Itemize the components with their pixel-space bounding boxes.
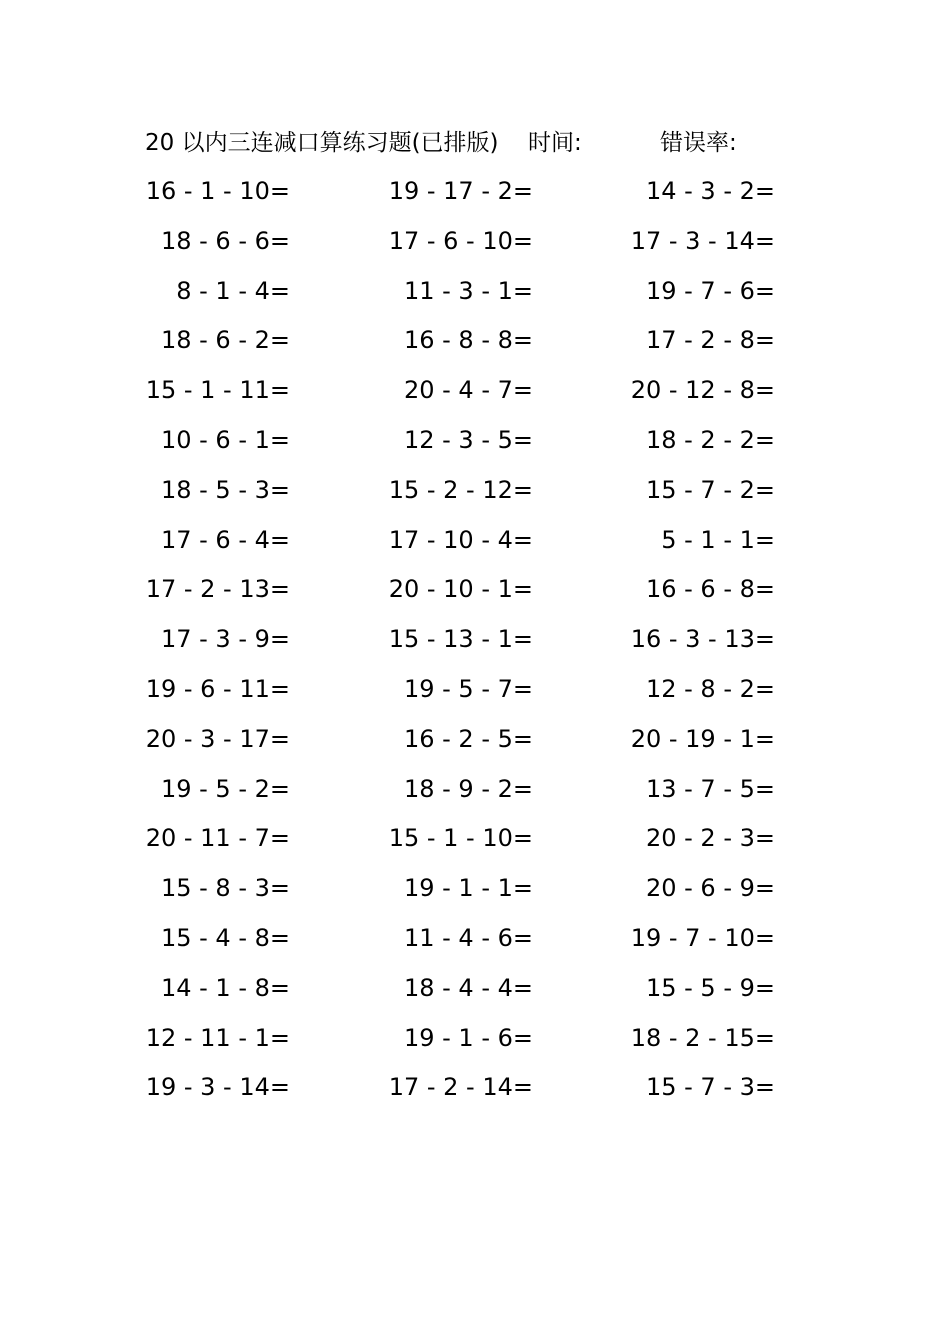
math-problem: 19 - 1 - 6=	[403, 1023, 533, 1052]
math-problem: 17 - 3 - 14=	[630, 226, 775, 255]
math-problem: 17 - 3 - 9=	[160, 625, 290, 654]
problem-row	[0, 769, 950, 819]
math-problem: 19 - 3 - 14=	[145, 1073, 290, 1102]
worksheet-title: 20 以内三连减口算练习题(已排版)	[145, 130, 499, 156]
problem-row	[0, 569, 950, 619]
math-problem: 15 - 1 - 11=	[145, 376, 290, 405]
math-problem: 12 - 3 - 5=	[403, 425, 533, 454]
problem-row	[0, 470, 950, 520]
math-problem: 14 - 3 - 2=	[645, 177, 775, 205]
math-problem: 18 - 6 - 2=	[160, 326, 290, 355]
math-problem: 17 - 2 - 13=	[145, 575, 290, 604]
math-problem: 17 - 2 - 8=	[645, 326, 775, 355]
worksheet-header	[0, 125, 950, 161]
math-problem: 18 - 2 - 15=	[630, 1023, 775, 1052]
math-problem: 18 - 9 - 2=	[403, 774, 533, 803]
math-problem: 19 - 5 - 2=	[160, 774, 290, 803]
math-problem: 18 - 2 - 2=	[645, 425, 775, 454]
math-problem: 16 - 8 - 8=	[403, 326, 533, 355]
math-problem: 15 - 13 - 1=	[388, 625, 533, 654]
math-problem: 18 - 5 - 3=	[160, 475, 290, 504]
math-problem: 15 - 5 - 9=	[645, 973, 775, 1002]
math-problem: 12 - 11 - 1=	[145, 1023, 290, 1052]
problem-row	[0, 520, 950, 570]
math-problem: 15 - 7 - 3=	[645, 1073, 775, 1102]
math-problem: 20 - 11 - 7=	[145, 824, 290, 853]
time-label: 时间:	[528, 130, 582, 156]
math-problem: 19 - 6 - 11=	[145, 674, 290, 703]
math-problem: 20 - 19 - 1=	[630, 724, 775, 753]
math-problem: 17 - 6 - 4=	[160, 525, 290, 554]
math-problem: 15 - 1 - 10=	[388, 824, 533, 853]
math-problem: 19 - 7 - 6=	[645, 276, 775, 305]
math-problem: 18 - 4 - 4=	[403, 973, 533, 1002]
math-problem: 17 - 10 - 4=	[388, 525, 533, 554]
problem-row	[0, 171, 950, 221]
math-problem: 12 - 8 - 2=	[645, 674, 775, 703]
problem-row	[0, 818, 950, 868]
math-problem: 18 - 6 - 6=	[160, 226, 290, 255]
math-problem: 8 - 1 - 4=	[176, 276, 290, 305]
math-problem: 15 - 8 - 3=	[160, 874, 290, 903]
math-problem: 19 - 7 - 10=	[630, 923, 775, 952]
math-problem: 19 - 5 - 7=	[403, 674, 533, 703]
math-problem: 11 - 3 - 1=	[403, 276, 533, 305]
problem-row	[0, 619, 950, 669]
problem-row	[0, 1018, 950, 1068]
math-problem: 20 - 10 - 1=	[388, 575, 533, 604]
math-problem: 16 - 6 - 8=	[645, 575, 775, 604]
math-problem: 17 - 6 - 10=	[388, 226, 533, 255]
math-problem: 20 - 3 - 17=	[145, 724, 290, 753]
math-problem: 20 - 12 - 8=	[630, 376, 775, 405]
problem-row	[0, 370, 950, 420]
math-problem: 17 - 2 - 14=	[388, 1073, 533, 1102]
math-problem: 13 - 7 - 5=	[645, 774, 775, 803]
math-problem: 20 - 2 - 3=	[645, 824, 775, 853]
problem-row	[0, 719, 950, 769]
math-problem: 15 - 4 - 8=	[160, 923, 290, 952]
problem-row	[0, 669, 950, 719]
math-problem: 16 - 1 - 10=	[145, 177, 290, 205]
math-problem: 19 - 17 - 2=	[388, 177, 533, 205]
problem-row	[0, 918, 950, 968]
math-problem: 15 - 7 - 2=	[645, 475, 775, 504]
error-rate-label: 错误率:	[660, 130, 737, 156]
problem-row	[0, 968, 950, 1018]
math-problem: 16 - 2 - 5=	[403, 724, 533, 753]
math-problem: 14 - 1 - 8=	[160, 973, 290, 1002]
problem-row	[0, 420, 950, 470]
problem-row	[0, 320, 950, 370]
math-problem: 20 - 6 - 9=	[645, 874, 775, 903]
math-problem: 10 - 6 - 1=	[160, 425, 290, 454]
math-problem: 11 - 4 - 6=	[403, 923, 533, 952]
math-problem: 16 - 3 - 13=	[630, 625, 775, 654]
math-problem: 5 - 1 - 1=	[661, 525, 775, 554]
problem-row	[0, 221, 950, 271]
problem-row	[0, 271, 950, 321]
problem-row	[0, 868, 950, 918]
math-problem: 20 - 4 - 7=	[403, 376, 533, 405]
problem-row	[0, 1067, 950, 1117]
math-problem: 15 - 2 - 12=	[388, 475, 533, 504]
problem-grid	[0, 171, 950, 1117]
math-problem: 19 - 1 - 1=	[403, 874, 533, 903]
